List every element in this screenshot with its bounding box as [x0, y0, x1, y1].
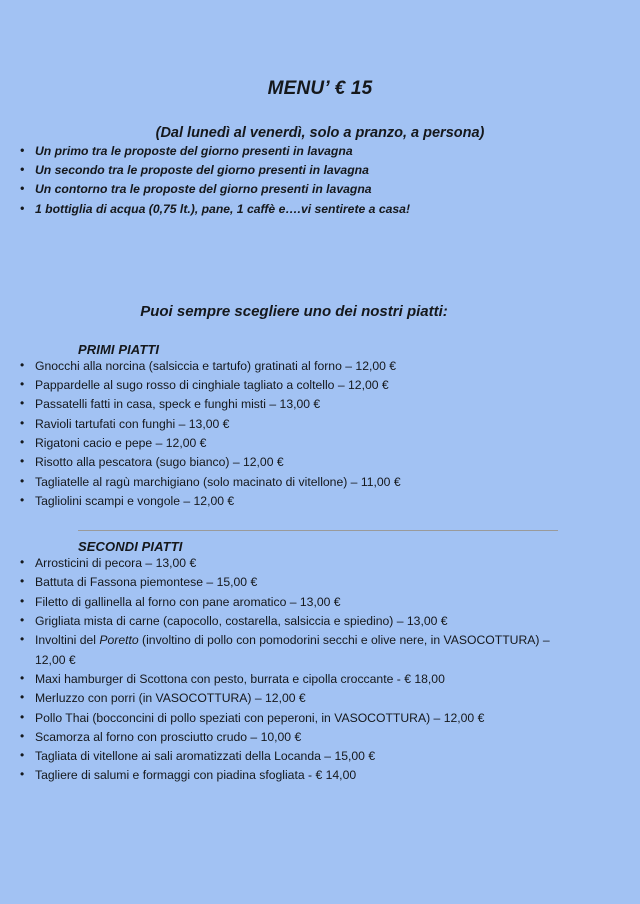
dish-item: • Tagliata di vitellone ai sali aromatizzati della Locanda – 15,00 € [0, 747, 640, 766]
dish-item: • Gnocchi alla norcina (salsiccia e tartufo) gratinati al forno – 12,00 € [0, 357, 640, 376]
dish-item: • Risotto alla pescatora (sugo bianco) – 12,00 € [0, 453, 640, 472]
dish-item: • Involtini del Poretto (involtino di pollo con pomodorini secchi e olive nere, in VASOCOTTURA) – 12,00 € [0, 631, 640, 670]
included-item: • 1 bottiglia di acqua (0,75 lt.), pane, 1 caffè e….vi sentirete a casa! [0, 200, 640, 219]
dish-item: • Pappardelle al sugo rosso di cinghiale tagliato a coltello – 12,00 € [0, 376, 640, 395]
dish-item: • Rigatoni cacio e pepe – 12,00 € [0, 434, 640, 453]
included-item: • Un contorno tra le proposte del giorno presenti in lavagna [0, 180, 640, 199]
dish-item: • Tagliere di salumi e formaggi con piadina sfogliata - € 14,00 [0, 766, 640, 785]
section-heading-primi: PRIMI PIATTI [78, 341, 160, 357]
dish-item: • Maxi hamburger di Scottona con pesto, burrata e cipolla croccante - € 18,00 [0, 670, 640, 689]
section-heading-secondi: SECONDI PIATTI [78, 539, 183, 555]
dish-item: • Filetto di gallinella al forno con pane aromatico – 13,00 € [0, 593, 640, 612]
dish-item: • Grigliata mista di carne (capocollo, costarella, salsiccia e spiedino) – 13,00 € [0, 612, 640, 631]
dish-name-emphasis: Poretto [99, 633, 139, 648]
included-item: • Un primo tra le proposte del giorno presenti in lavagna [0, 142, 640, 161]
included-items-list [0, 142, 640, 219]
included-item: • Un secondo tra le proposte del giorno presenti in lavagna [0, 161, 640, 180]
dish-item: • Battuta di Fassona piemontese – 15,00 € [0, 573, 640, 592]
choose-dishes-heading: Puoi sempre scegliere uno dei nostri piatti: [140, 302, 448, 320]
dish-item: • Arrosticini di pecora – 13,00 € [0, 554, 640, 573]
dish-item: • Pollo Thai (bocconcini di pollo speziati con peperoni, in VASOCOTTURA) – 12,00 € [0, 709, 640, 728]
dish-list-primi [0, 357, 640, 511]
page-title: MENU’ € 15 [267, 78, 373, 99]
menu-subtitle: (Dal lunedì al venerdì, solo a pranzo, a persona) [155, 125, 485, 141]
dish-item: • Merluzzo con porri (in VASOCOTTURA) – 12,00 € [0, 689, 640, 708]
dish-item: • Passatelli fatti in casa, speck e funghi misti – 13,00 € [0, 395, 640, 414]
dish-list-secondi [0, 554, 640, 786]
dish-item: • Tagliatelle al ragù marchigiano (solo macinato di vitellone) – 11,00 € [0, 473, 640, 492]
dish-item: • Scamorza al forno con prosciutto crudo – 10,00 € [0, 728, 640, 747]
dish-item: • Ravioli tartufati con funghi – 13,00 € [0, 415, 640, 434]
dish-item: • Tagliolini scampi e vongole – 12,00 € [0, 492, 640, 511]
